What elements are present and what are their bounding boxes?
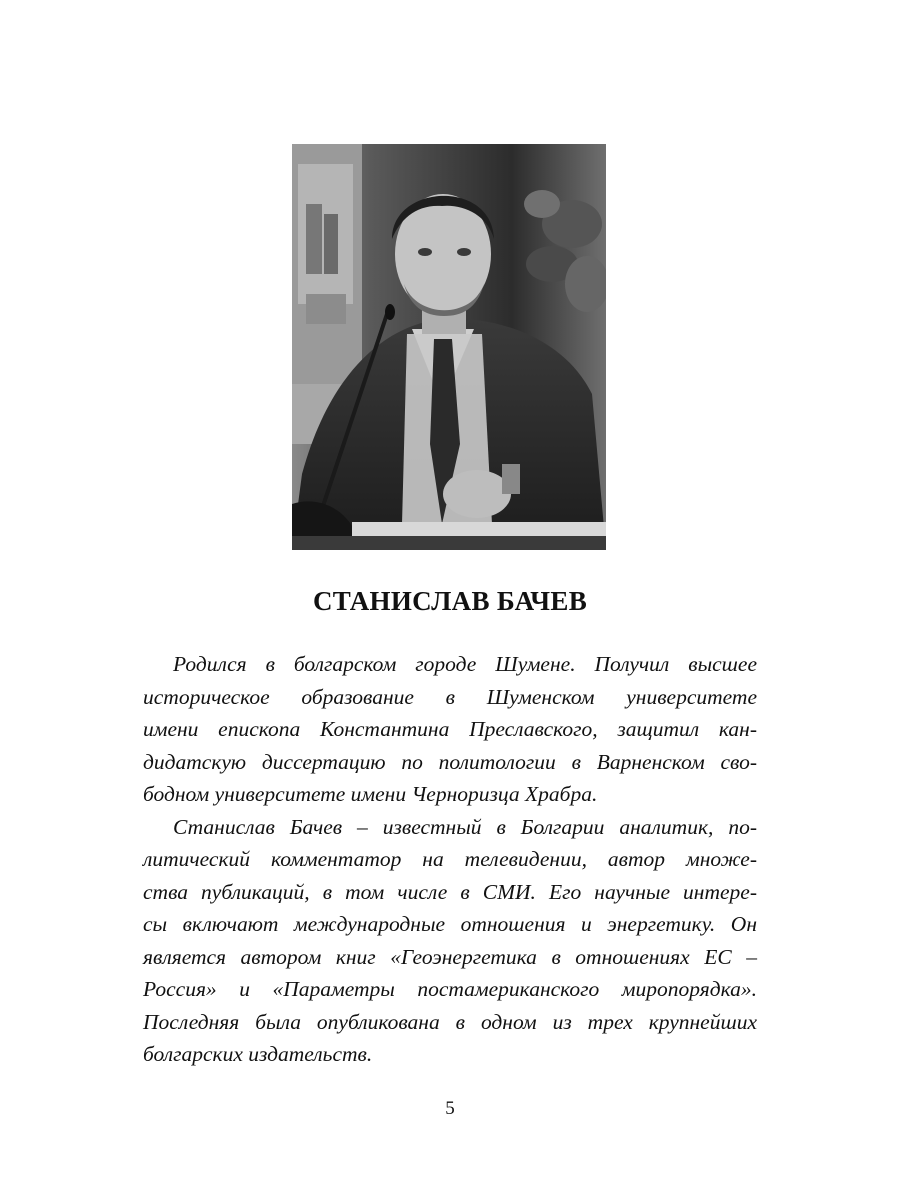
bio-p2-line-3: ства публикаций, в том числе в СМИ. Его научные интере- xyxy=(143,879,757,904)
bio-p1-line-3: имени епископа Константина Преславского, защитил кан- xyxy=(143,717,757,741)
bio-p2-line-6: Россия» и «Параметры постамериканского миропорядка». xyxy=(143,977,757,1001)
bio-p1-line-4: дидатскую диссертацию по политологии в Варненском сво- xyxy=(143,749,757,774)
bio-p2-line-4: сы включают международные отношения и энергетику. Он xyxy=(143,912,757,936)
author-photo xyxy=(292,144,606,550)
bio-p2-line-7: Последняя была опубликована в одном из трех крупнейших xyxy=(143,1009,757,1034)
author-name: СТАНИСЛАВ БАЧЕВ xyxy=(312,586,588,616)
bio-p2-line-8: болгарских издательств. xyxy=(143,1042,373,1066)
page-number: 5 xyxy=(445,1098,455,1119)
bio-p1-line-5: бодном университете имени Черноризца Храбра. xyxy=(143,782,598,806)
bio-p1-line-1: Родился в болгарском городе Шумене. Получил высшее xyxy=(173,652,757,676)
author-photo-image xyxy=(292,144,606,550)
bio-p1-line-2: историческое образование в Шуменском университете xyxy=(143,684,757,709)
bio-p2-line-1: Станислав Бачев – известный в Болгарии аналитик, по- xyxy=(173,814,757,839)
bio-p2-line-2: литический комментатор на телевидении, автор множе- xyxy=(143,847,757,871)
bio-p2-line-5: является автором книг «Геоэнергетика в отношениях ЕС – xyxy=(143,944,757,969)
biography-text xyxy=(143,648,757,1071)
